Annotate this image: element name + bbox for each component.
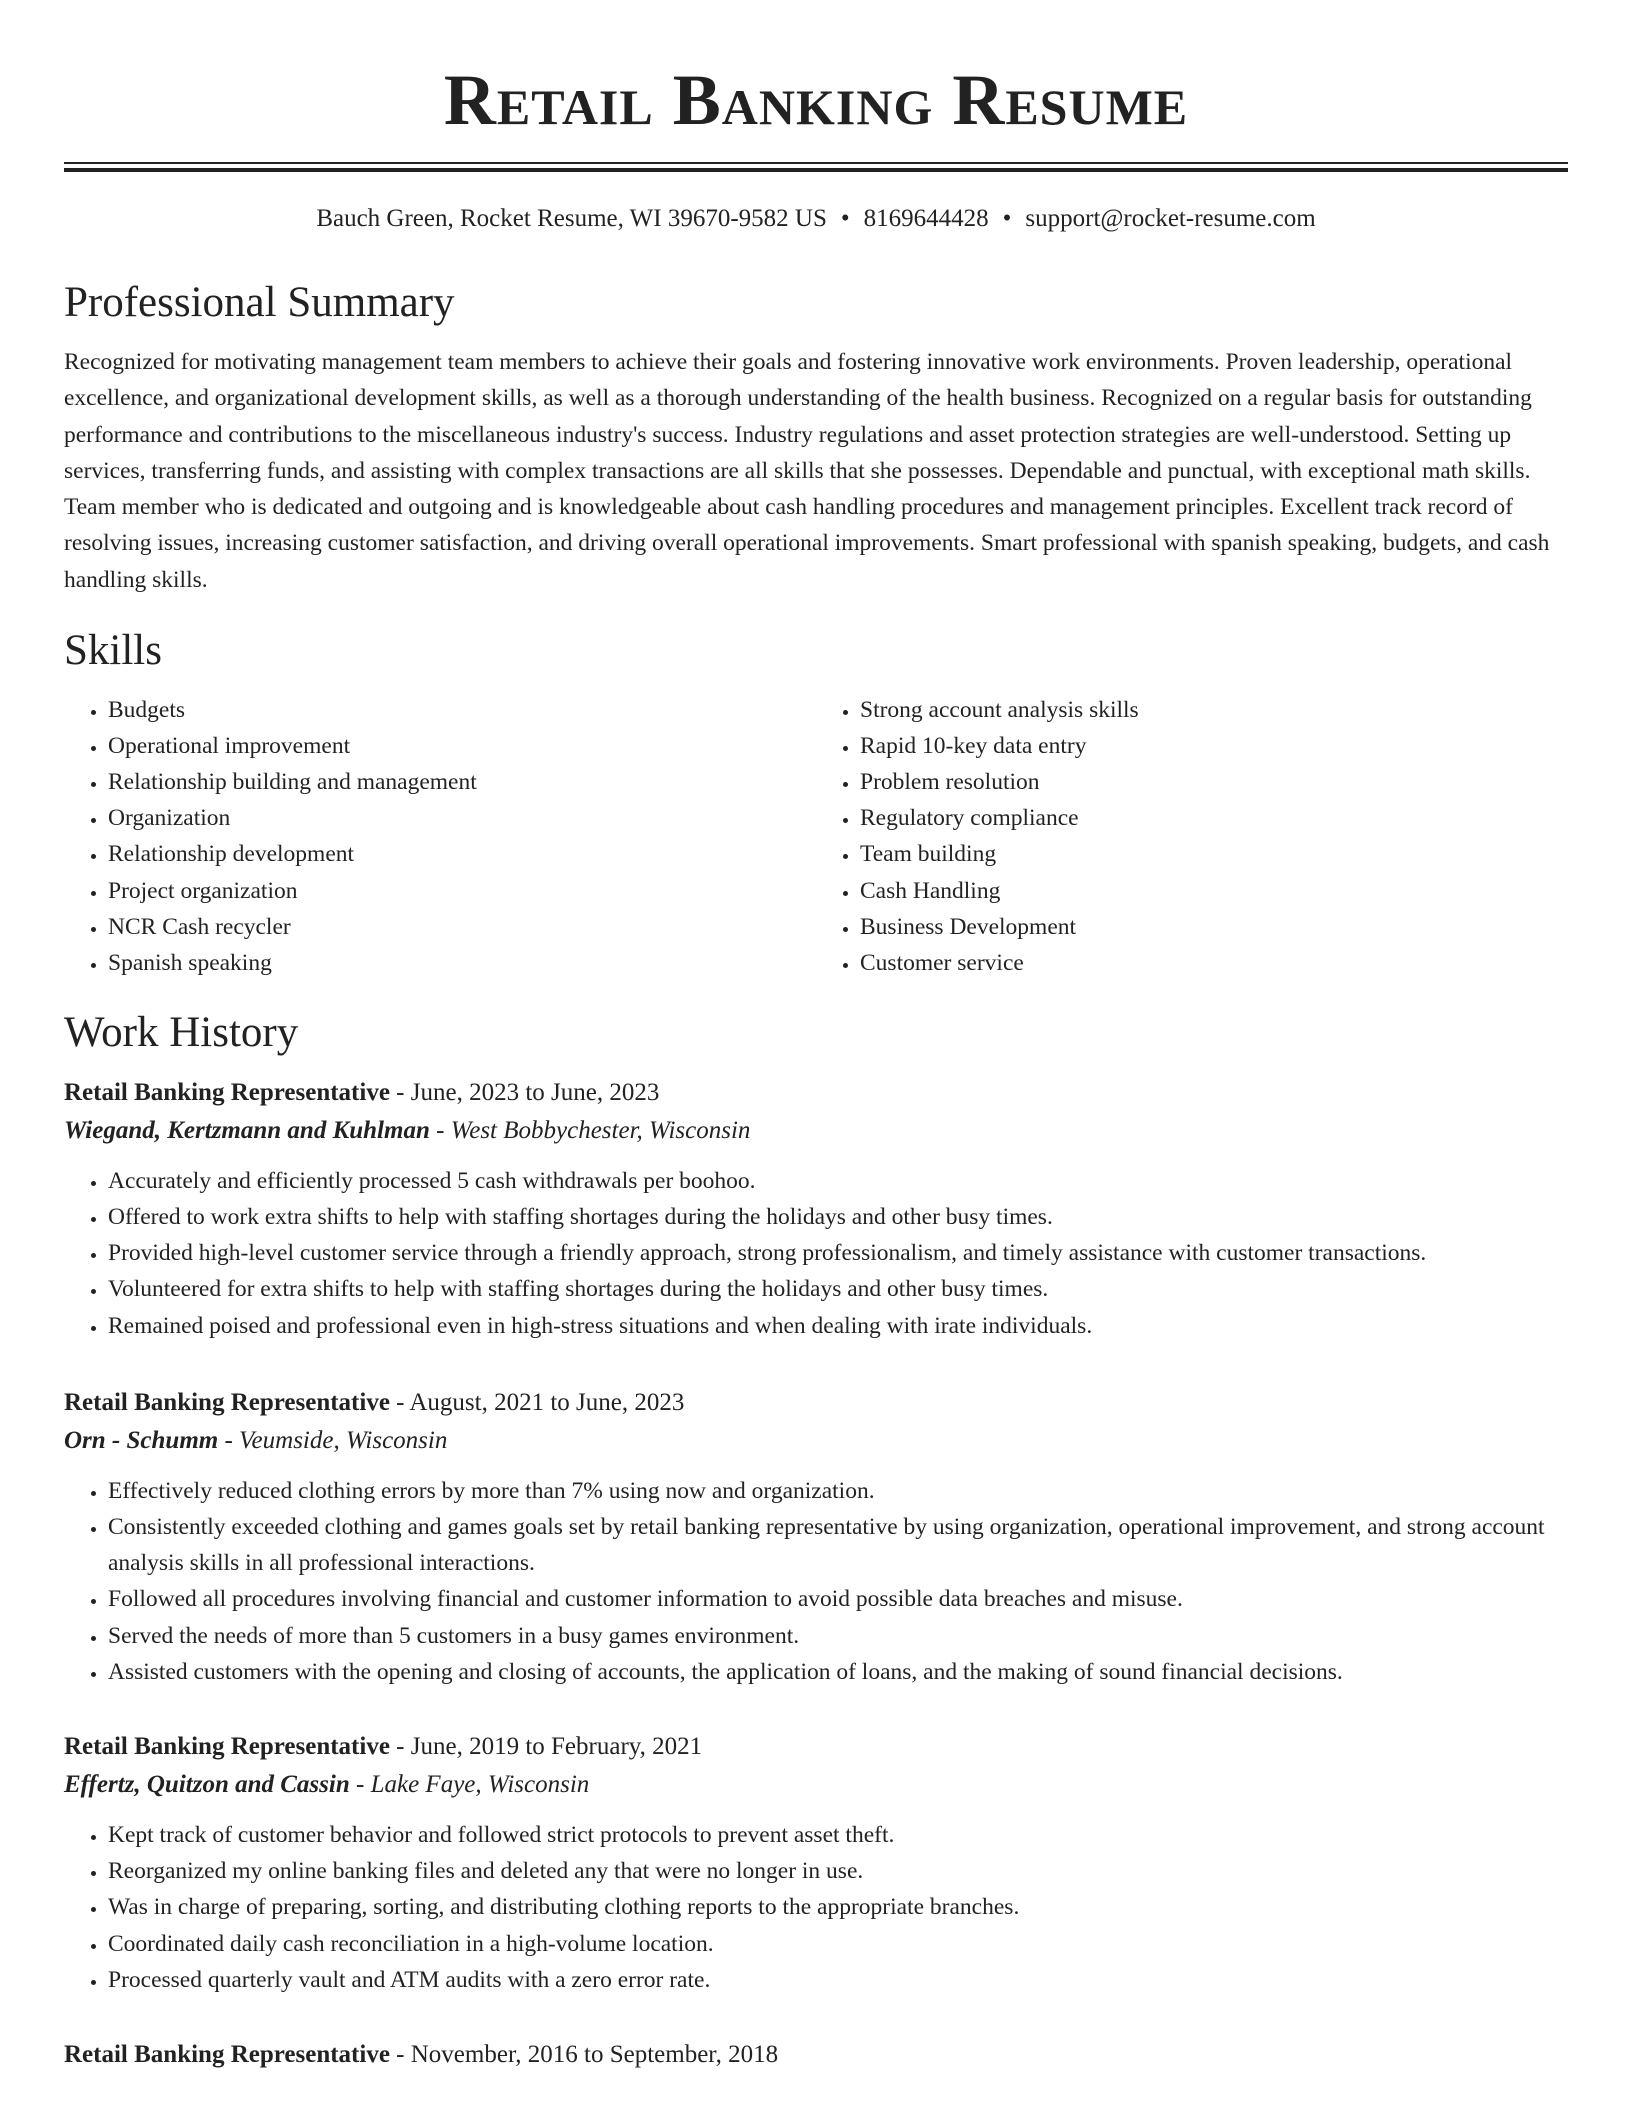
skill-item: • Project organization — [108, 873, 816, 909]
contact-address: Bauch Green, Rocket Resume, WI 39670-9582 US — [316, 205, 827, 232]
document-title: Retail Banking Resume — [443, 60, 1189, 140]
job-title: Retail Banking Representative — [64, 1733, 390, 1761]
job-bullet: • Coordinated daily cash reconciliation in a high-volume location. — [108, 1926, 1568, 1962]
summary-text: Recognized for motivating management team members to achieve their goals and fostering innovative work environments. Proven leadership, operational excellence, and organizational development skills, as well as a thorough understanding of the health business. Recognized on a regular basis for outstanding performance and contributions to the miscellaneous industry's success. Industry regulations and asset protection strategies are well-understood. Setting up services, transferring funds, and assisting with complex transactions are all skills that she possesses. Dependable and punctual, with exceptional math skills. Team member who is dedicated and outgoing and is knowledgeable about cash handling procedures and management principles. Excellent track record of resolving issues, increasing customer satisfaction, and driving overall operational improvements. Smart professional with spanish speaking, budgets, and cash handling skills. — [64, 349, 1550, 593]
contact-line — [64, 202, 1568, 236]
skill-item: • Rapid 10-key data entry — [860, 728, 1568, 764]
skills-heading: Skills — [64, 627, 162, 675]
job-list — [64, 1074, 1568, 2074]
skills-left-list — [64, 692, 816, 981]
job-bullet: • Was in charge of preparing, sorting, and distributing clothing reports to the appropriate branches. — [108, 1889, 1568, 1925]
job-bullet: • Kept track of customer behavior and followed strict protocols to prevent asset theft. — [108, 1817, 1568, 1853]
title-divider — [64, 162, 1568, 172]
skill-item: • Spanish speaking — [108, 945, 816, 981]
job-bullet: • Effectively reduced clothing errors by more than 7% using now and organization. — [108, 1473, 1568, 1509]
job-bullet: • Processed quarterly vault and ATM audits with a zero error rate. — [108, 1962, 1568, 1998]
job-dash: - — [389, 1388, 410, 1416]
job-header — [64, 1728, 1568, 1766]
job-location: Veumside, Wisconsin — [239, 1426, 448, 1454]
job-title: Retail Banking Representative — [64, 1388, 390, 1416]
job-bullet: • Accurately and efficiently processed 5 cash withdrawals per boohoo. — [108, 1163, 1568, 1199]
skill-item: • Budgets — [108, 692, 816, 728]
job-bullet: • Provided high-level customer service through a friendly approach, strong professionalism, and timely assistance with customer transactions. — [108, 1235, 1568, 1271]
job-bullet: • Offered to work extra shifts to help with staffing shortages during the holidays and other busy times. — [108, 1199, 1568, 1235]
job-dash: - — [218, 1426, 240, 1454]
job-bullet: • Reorganized my online banking files and deleted any that were no longer in use. — [108, 1853, 1568, 1889]
job-dash: - — [349, 1771, 371, 1799]
job-location: Lake Faye, Wisconsin — [370, 1771, 590, 1799]
job-dates: August, 2021 to June, 2023 — [409, 1388, 685, 1416]
job-dash: - — [429, 1116, 451, 1144]
job-entry — [64, 1384, 1568, 1690]
job-bullet: • Followed all procedures involving financial and customer information to avoid possible data breaches and misuse. — [108, 1581, 1568, 1617]
job-dash: - — [389, 1078, 411, 1106]
skills-grid — [64, 692, 1568, 981]
job-bullet-list — [64, 1163, 1568, 1344]
skills-section — [64, 624, 1568, 981]
skill-item: • Problem resolution — [860, 764, 1568, 800]
skill-item: • Customer service — [860, 945, 1568, 981]
job-entry — [64, 1074, 1568, 1344]
job-bullet: • Volunteered for extra shifts to help with staffing shortages during the holidays and other busy times. — [108, 1271, 1568, 1307]
contact-phone: 8169644428 — [863, 205, 989, 232]
job-dates: June, 2019 to February, 2021 — [410, 1733, 703, 1761]
skill-item: • NCR Cash recycler — [108, 909, 816, 945]
skill-item: • Organization — [108, 800, 816, 836]
job-title: Retail Banking Representative — [64, 2041, 390, 2069]
job-bullet: • Consistently exceeded clothing and games goals set by retail banking representative by using organization, operational improvement, and strong account analysis skills in all professional interactions. — [108, 1509, 1568, 1581]
job-dates: June, 2023 to June, 2023 — [410, 1078, 660, 1106]
job-bullet: • Served the needs of more than 5 customers in a busy games environment. — [108, 1618, 1568, 1654]
job-header — [64, 1384, 1568, 1422]
skill-item: • Operational improvement — [108, 728, 816, 764]
job-company-line — [64, 1766, 1568, 1804]
contact-separator: • — [1002, 205, 1012, 232]
skill-item: • Team building — [860, 836, 1568, 872]
job-title: Retail Banking Representative — [64, 1078, 390, 1106]
job-location: West Bobbychester, Wisconsin — [450, 1116, 751, 1144]
work-history-heading: Work History — [64, 1008, 299, 1056]
skills-right-list — [816, 692, 1568, 981]
skill-item: • Strong account analysis skills — [860, 692, 1568, 728]
job-dash: - — [389, 1733, 411, 1761]
job-dash: - — [389, 2041, 411, 2069]
job-dates: November, 2016 to September, 2018 — [410, 2041, 779, 2069]
job-entry — [64, 2036, 1568, 2074]
contact-email: support@rocket-resume.com — [1025, 205, 1316, 232]
skill-item: • Relationship building and management — [108, 764, 816, 800]
job-company-name: Wiegand, Kertzmann and Kuhlman — [64, 1116, 430, 1144]
contact-separator: • — [840, 205, 850, 232]
job-header — [64, 2036, 1568, 2074]
job-company-line — [64, 1112, 1568, 1150]
job-bullet: • Remained poised and professional even in high-stress situations and when dealing with irate individuals. — [108, 1308, 1568, 1344]
job-bullet: • Assisted customers with the opening and closing of accounts, the application of loans, and the making of sound financial decisions. — [108, 1654, 1568, 1690]
skill-item: • Cash Handling — [860, 873, 1568, 909]
work-history-section — [64, 1006, 1568, 2074]
job-bullet-list — [64, 1817, 1568, 1998]
skill-item: • Regulatory compliance — [860, 800, 1568, 836]
summary-heading: Professional Summary — [64, 279, 455, 326]
job-company-name: Orn - Schumm — [64, 1426, 219, 1454]
job-entry — [64, 1728, 1568, 1998]
job-company-name: Effertz, Quitzon and Cassin — [64, 1771, 350, 1799]
skill-item: • Relationship development — [108, 836, 816, 872]
job-bullet-list — [64, 1473, 1568, 1690]
job-company-line — [64, 1422, 1568, 1460]
job-header — [64, 1074, 1568, 1112]
skill-item: • Business Development — [860, 909, 1568, 945]
summary-section — [64, 276, 1568, 598]
